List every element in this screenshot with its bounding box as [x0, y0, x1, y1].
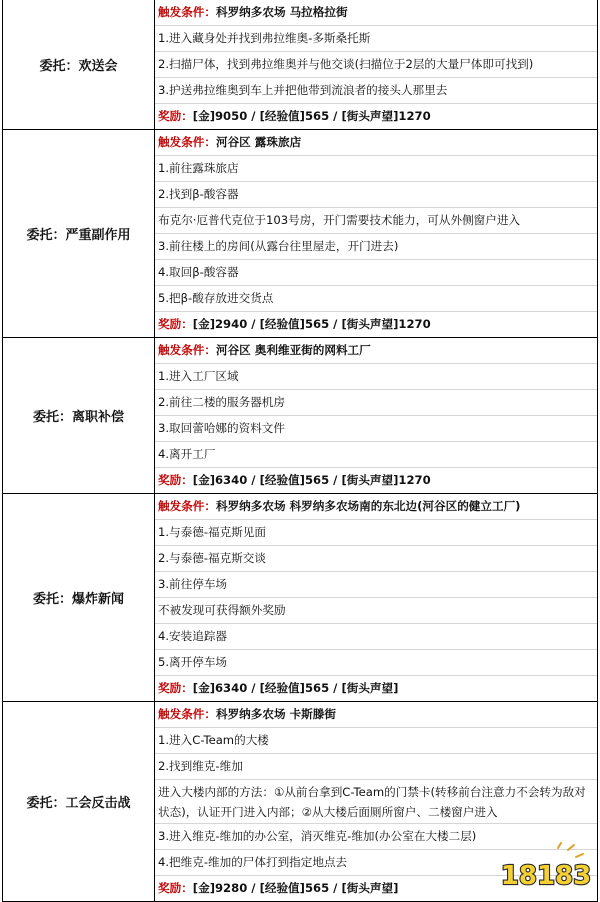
reward-values: [金]6340 / [经验值]565 / [街头声望] [192, 681, 399, 695]
reward-line [155, 312, 597, 337]
quest-details [155, 338, 598, 494]
reward-label: 奖励： [158, 109, 193, 123]
trigger-location: 河谷区 露珠旅店 [215, 135, 302, 149]
reward-label: 奖励： [158, 881, 193, 895]
reward-values: [金]9050 / [经验值]565 / [街头声望]1270 [192, 109, 431, 123]
step-line: 进入大楼内部的方法：①从前台拿到C-Team的门禁卡(转移前台注意力不会转为敌对状态)，认证开门进入内部；②从大楼后面厕所窗户、二楼窗户进入 [155, 780, 597, 824]
step-line: 布克尔·厄普代克位于103号房，开门需要技术能力，可从外侧窗户进入 [155, 208, 597, 234]
reward-label: 奖励： [158, 681, 193, 695]
trigger-location: 河谷区 奥利维亚街的网料工厂 [215, 343, 371, 357]
quest-name: 委托：欢送会 [3, 0, 155, 130]
quest-row [3, 494, 598, 702]
quest-name: 委托：工会反击战 [3, 702, 155, 902]
step-line: 2.找到维克-维加 [155, 754, 597, 780]
step-line: 1.进入工厂区域 [155, 364, 597, 390]
step-line: 2.扫描尸体，找到弗拉维奥并与他交谈(扫描位于2层的大量尸体即可找到) [155, 52, 597, 78]
trigger-line [155, 494, 597, 520]
quest-row [3, 338, 598, 494]
step-line: 1.与泰德-福克斯见面 [155, 520, 597, 546]
quest-name: 委托：严重副作用 [3, 130, 155, 338]
step-line: 2.找到β-酸容器 [155, 182, 597, 208]
trigger-line [155, 0, 597, 26]
trigger-label: 触发条件： [158, 343, 216, 357]
step-line: 1.进入藏身处并找到弗拉维奥-多斯桑托斯 [155, 26, 597, 52]
step-line: 5.离开停车场 [155, 650, 597, 676]
quest-details [155, 494, 598, 702]
reward-label: 奖励： [158, 473, 193, 487]
quest-row [3, 0, 598, 130]
step-line: 不被发现可获得额外奖励 [155, 598, 597, 624]
step-line: 3.前往楼上的房间(从露台往里屋走，开门进去) [155, 234, 597, 260]
quest-name: 委托：爆炸新闻 [3, 494, 155, 702]
reward-label: 奖励： [158, 317, 193, 331]
reward-values: [金]9280 / [经验值]565 / [街头声望] [192, 881, 399, 895]
reward-line [155, 104, 597, 129]
trigger-label: 触发条件： [158, 5, 216, 19]
trigger-location: 科罗纳多农场 科罗纳多农场南的东北边(河谷区的健立工厂) [215, 499, 521, 513]
step-line: 1.进入C-Team的大楼 [155, 728, 597, 754]
trigger-line [155, 338, 597, 364]
logo-text: 18183 [500, 861, 592, 891]
reward-line [155, 676, 597, 701]
step-line: 2.前往二楼的服务器机房 [155, 390, 597, 416]
step-line: 4.把维克-维加的尸体打到指定地点去 [155, 850, 597, 876]
reward-values: [金]6340 / [经验值]565 / [街头声望]1270 [192, 473, 431, 487]
quest-row [3, 130, 598, 338]
site-logo [498, 840, 594, 898]
trigger-location: 科罗纳多农场 马拉格拉街 [215, 5, 348, 19]
trigger-line [155, 702, 597, 728]
quest-details [155, 0, 598, 130]
step-line: 4.取回β-酸容器 [155, 260, 597, 286]
step-line: 3.前往停车场 [155, 572, 597, 598]
trigger-label: 触发条件： [158, 135, 216, 149]
reward-values: [金]2940 / [经验值]565 / [街头声望]1270 [192, 317, 431, 331]
step-line: 1.前往露珠旅店 [155, 156, 597, 182]
quest-details [155, 130, 598, 338]
step-line: 2.与泰德-福克斯交谈 [155, 546, 597, 572]
trigger-location: 科罗纳多农场 卡斯滕街 [215, 707, 336, 721]
step-line: 3.取回蕾哈娜的资料文件 [155, 416, 597, 442]
step-line: 4.离开工厂 [155, 442, 597, 468]
trigger-line [155, 130, 597, 156]
quest-table [2, 0, 598, 902]
quest-name: 委托：离职补偿 [3, 338, 155, 494]
trigger-label: 触发条件： [158, 499, 216, 513]
step-line: 5.把β-酸存放进交货点 [155, 286, 597, 312]
step-line: 3.进入维克-维加的办公室，消灭维克-维加(办公室在大楼二层) [155, 824, 597, 850]
step-line: 4.安装追踪器 [155, 624, 597, 650]
trigger-label: 触发条件： [158, 707, 216, 721]
logo-sparkles [558, 843, 583, 857]
reward-line [155, 468, 597, 493]
step-line: 3.护送弗拉维奥到车上并把他带到流浪者的接头人那里去 [155, 78, 597, 104]
